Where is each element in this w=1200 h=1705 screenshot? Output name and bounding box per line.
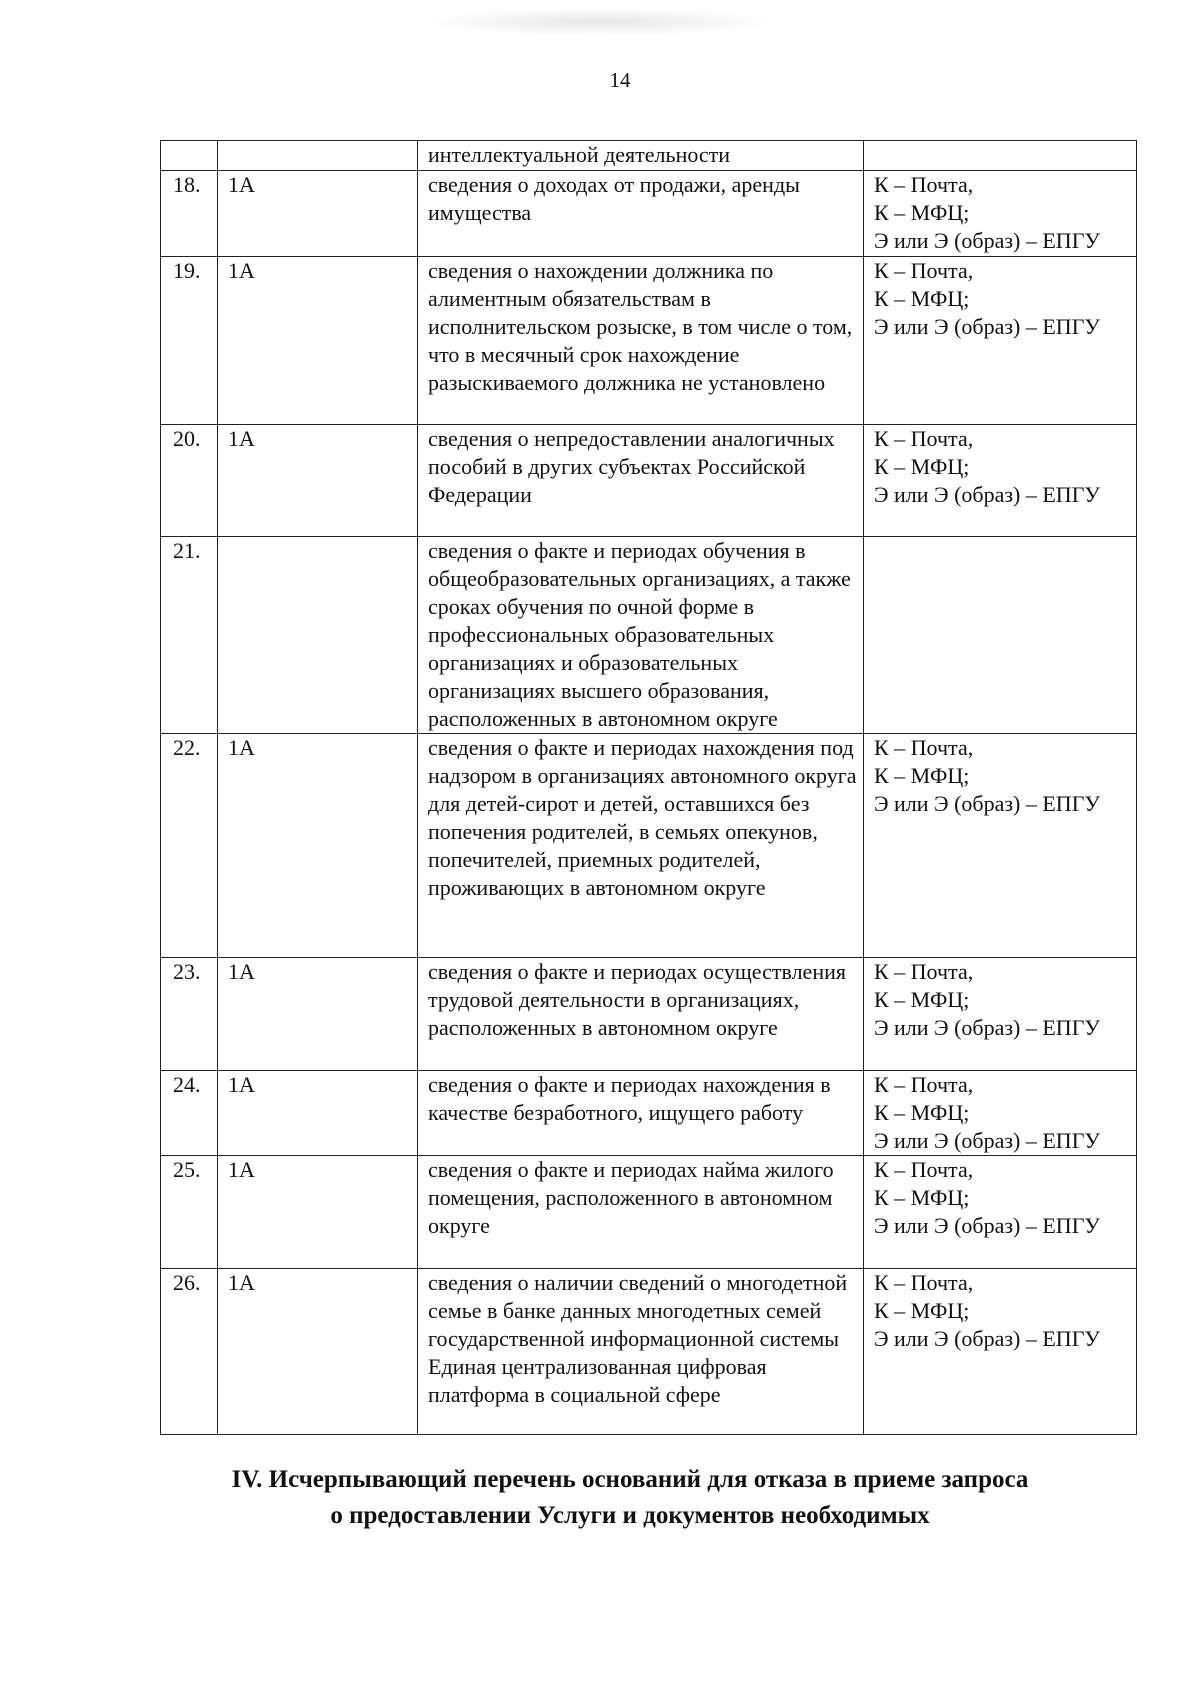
row-number: 20. [161, 425, 218, 537]
row-number: 24. [161, 1071, 218, 1156]
row-number: 22. [161, 734, 218, 958]
row-number: 23. [161, 958, 218, 1071]
row-info: сведения о факте и периодах найма жилого помещения, расположенного в автономном округе [418, 1156, 864, 1269]
method-mail: К – Почта, [874, 1072, 974, 1097]
method-mail: К – Почта, [874, 258, 974, 283]
method-mail: К – Почта, [874, 959, 974, 984]
row-info: сведения о нахождении должника по алиментным обязательствам в исполнительском розыске, в том числе о том, что в месячный срок нахождение разыскиваемого должника не установлено [418, 257, 864, 425]
documents-table [160, 140, 1137, 1435]
row-method [864, 1071, 1137, 1156]
row-code: 1А [218, 171, 418, 257]
table-row [161, 734, 1137, 958]
row-info: сведения о непредоставлении аналогичных пособий в других субъектах Российской Федерации [418, 425, 864, 537]
row-info: интеллектуальной деятельности [418, 141, 864, 171]
section-heading-line-2: о предоставлении Услуги и документов необходимых [330, 1502, 930, 1529]
method-mfc: К – МФЦ; [874, 1298, 970, 1323]
row-code: 1А [218, 1269, 418, 1435]
row-number: 19. [161, 257, 218, 425]
table-row [161, 537, 1137, 734]
method-mail: К – Почта, [874, 1270, 974, 1295]
row-method [864, 171, 1137, 257]
method-epgu: Э или Э (образ) – ЕПГУ [874, 1128, 1100, 1153]
method-mail: К – Почта, [874, 172, 974, 197]
method-mail: К – Почта, [874, 426, 974, 451]
method-mfc: К – МФЦ; [874, 1185, 970, 1210]
section-heading [150, 1462, 1110, 1534]
row-method [864, 734, 1137, 958]
method-epgu: Э или Э (образ) – ЕПГУ [874, 228, 1100, 253]
row-info: сведения о факте и периодах обучения в общеобразовательных организациях, а также сроках обучения по очной форме в профессиональных образовательных организациях и образовательных организациях высшего образования, расположенных в автономном округе [418, 537, 864, 734]
method-epgu: Э или Э (образ) – ЕПГУ [874, 482, 1100, 507]
row-method [864, 1269, 1137, 1435]
table-row [161, 257, 1137, 425]
row-method [864, 257, 1137, 425]
method-mfc: К – МФЦ; [874, 454, 970, 479]
row-number: 26. [161, 1269, 218, 1435]
row-info: сведения о факте и периодах нахождения под надзором в организациях автономного округа для детей-сирот и детей, оставшихся без попечения родителей, в семьях опекунов, попечителей, приемных родителей, проживающих в автономном округе [418, 734, 864, 958]
row-code: 1А [218, 1156, 418, 1269]
row-method [864, 1156, 1137, 1269]
section-heading-line-1: IV. Исчерпывающий перечень оснований для отказа в приеме запроса [231, 1466, 1029, 1493]
row-info: сведения о факте и периодах осуществления трудовой деятельности в организациях, расположенных в автономном округе [418, 958, 864, 1071]
method-mfc: К – МФЦ; [874, 763, 970, 788]
row-number [161, 141, 218, 171]
method-mail: К – Почта, [874, 1157, 974, 1182]
table-row [161, 958, 1137, 1071]
row-method [864, 425, 1137, 537]
scan-artifact [420, 8, 780, 36]
row-number: 21. [161, 537, 218, 734]
row-method [864, 537, 1137, 734]
row-code [218, 537, 418, 734]
table-row [161, 1071, 1137, 1156]
table-row [161, 1269, 1137, 1435]
method-mfc: К – МФЦ; [874, 1100, 970, 1125]
row-code: 1А [218, 425, 418, 537]
method-epgu: Э или Э (образ) – ЕПГУ [874, 1015, 1100, 1040]
page-number: 14 [609, 68, 631, 92]
row-code [218, 141, 418, 171]
method-epgu: Э или Э (образ) – ЕПГУ [874, 1326, 1100, 1351]
row-info: сведения о наличии сведений о многодетной семье в банке данных многодетных семей государственной информационной системы Единая централизованная цифровая платформа в социальной сфере [418, 1269, 864, 1435]
method-epgu: Э или Э (образ) – ЕПГУ [874, 1213, 1100, 1238]
method-mfc: К – МФЦ; [874, 286, 970, 311]
method-mfc: К – МФЦ; [874, 200, 970, 225]
method-mail: К – Почта, [874, 735, 974, 760]
row-method [864, 141, 1137, 171]
table-row [161, 141, 1137, 171]
row-number: 25. [161, 1156, 218, 1269]
table-row [161, 425, 1137, 537]
method-epgu: Э или Э (образ) – ЕПГУ [874, 314, 1100, 339]
row-info: сведения о доходах от продажи, аренды имущества [418, 171, 864, 257]
table-row [161, 171, 1137, 257]
row-code: 1А [218, 1071, 418, 1156]
row-info: сведения о факте и периодах нахождения в качестве безработного, ищущего работу [418, 1071, 864, 1156]
row-number: 18. [161, 171, 218, 257]
row-code: 1А [218, 734, 418, 958]
method-mfc: К – МФЦ; [874, 987, 970, 1012]
row-method [864, 958, 1137, 1071]
table-row [161, 1156, 1137, 1269]
method-epgu: Э или Э (образ) – ЕПГУ [874, 791, 1100, 816]
row-code: 1А [218, 257, 418, 425]
row-code: 1А [218, 958, 418, 1071]
